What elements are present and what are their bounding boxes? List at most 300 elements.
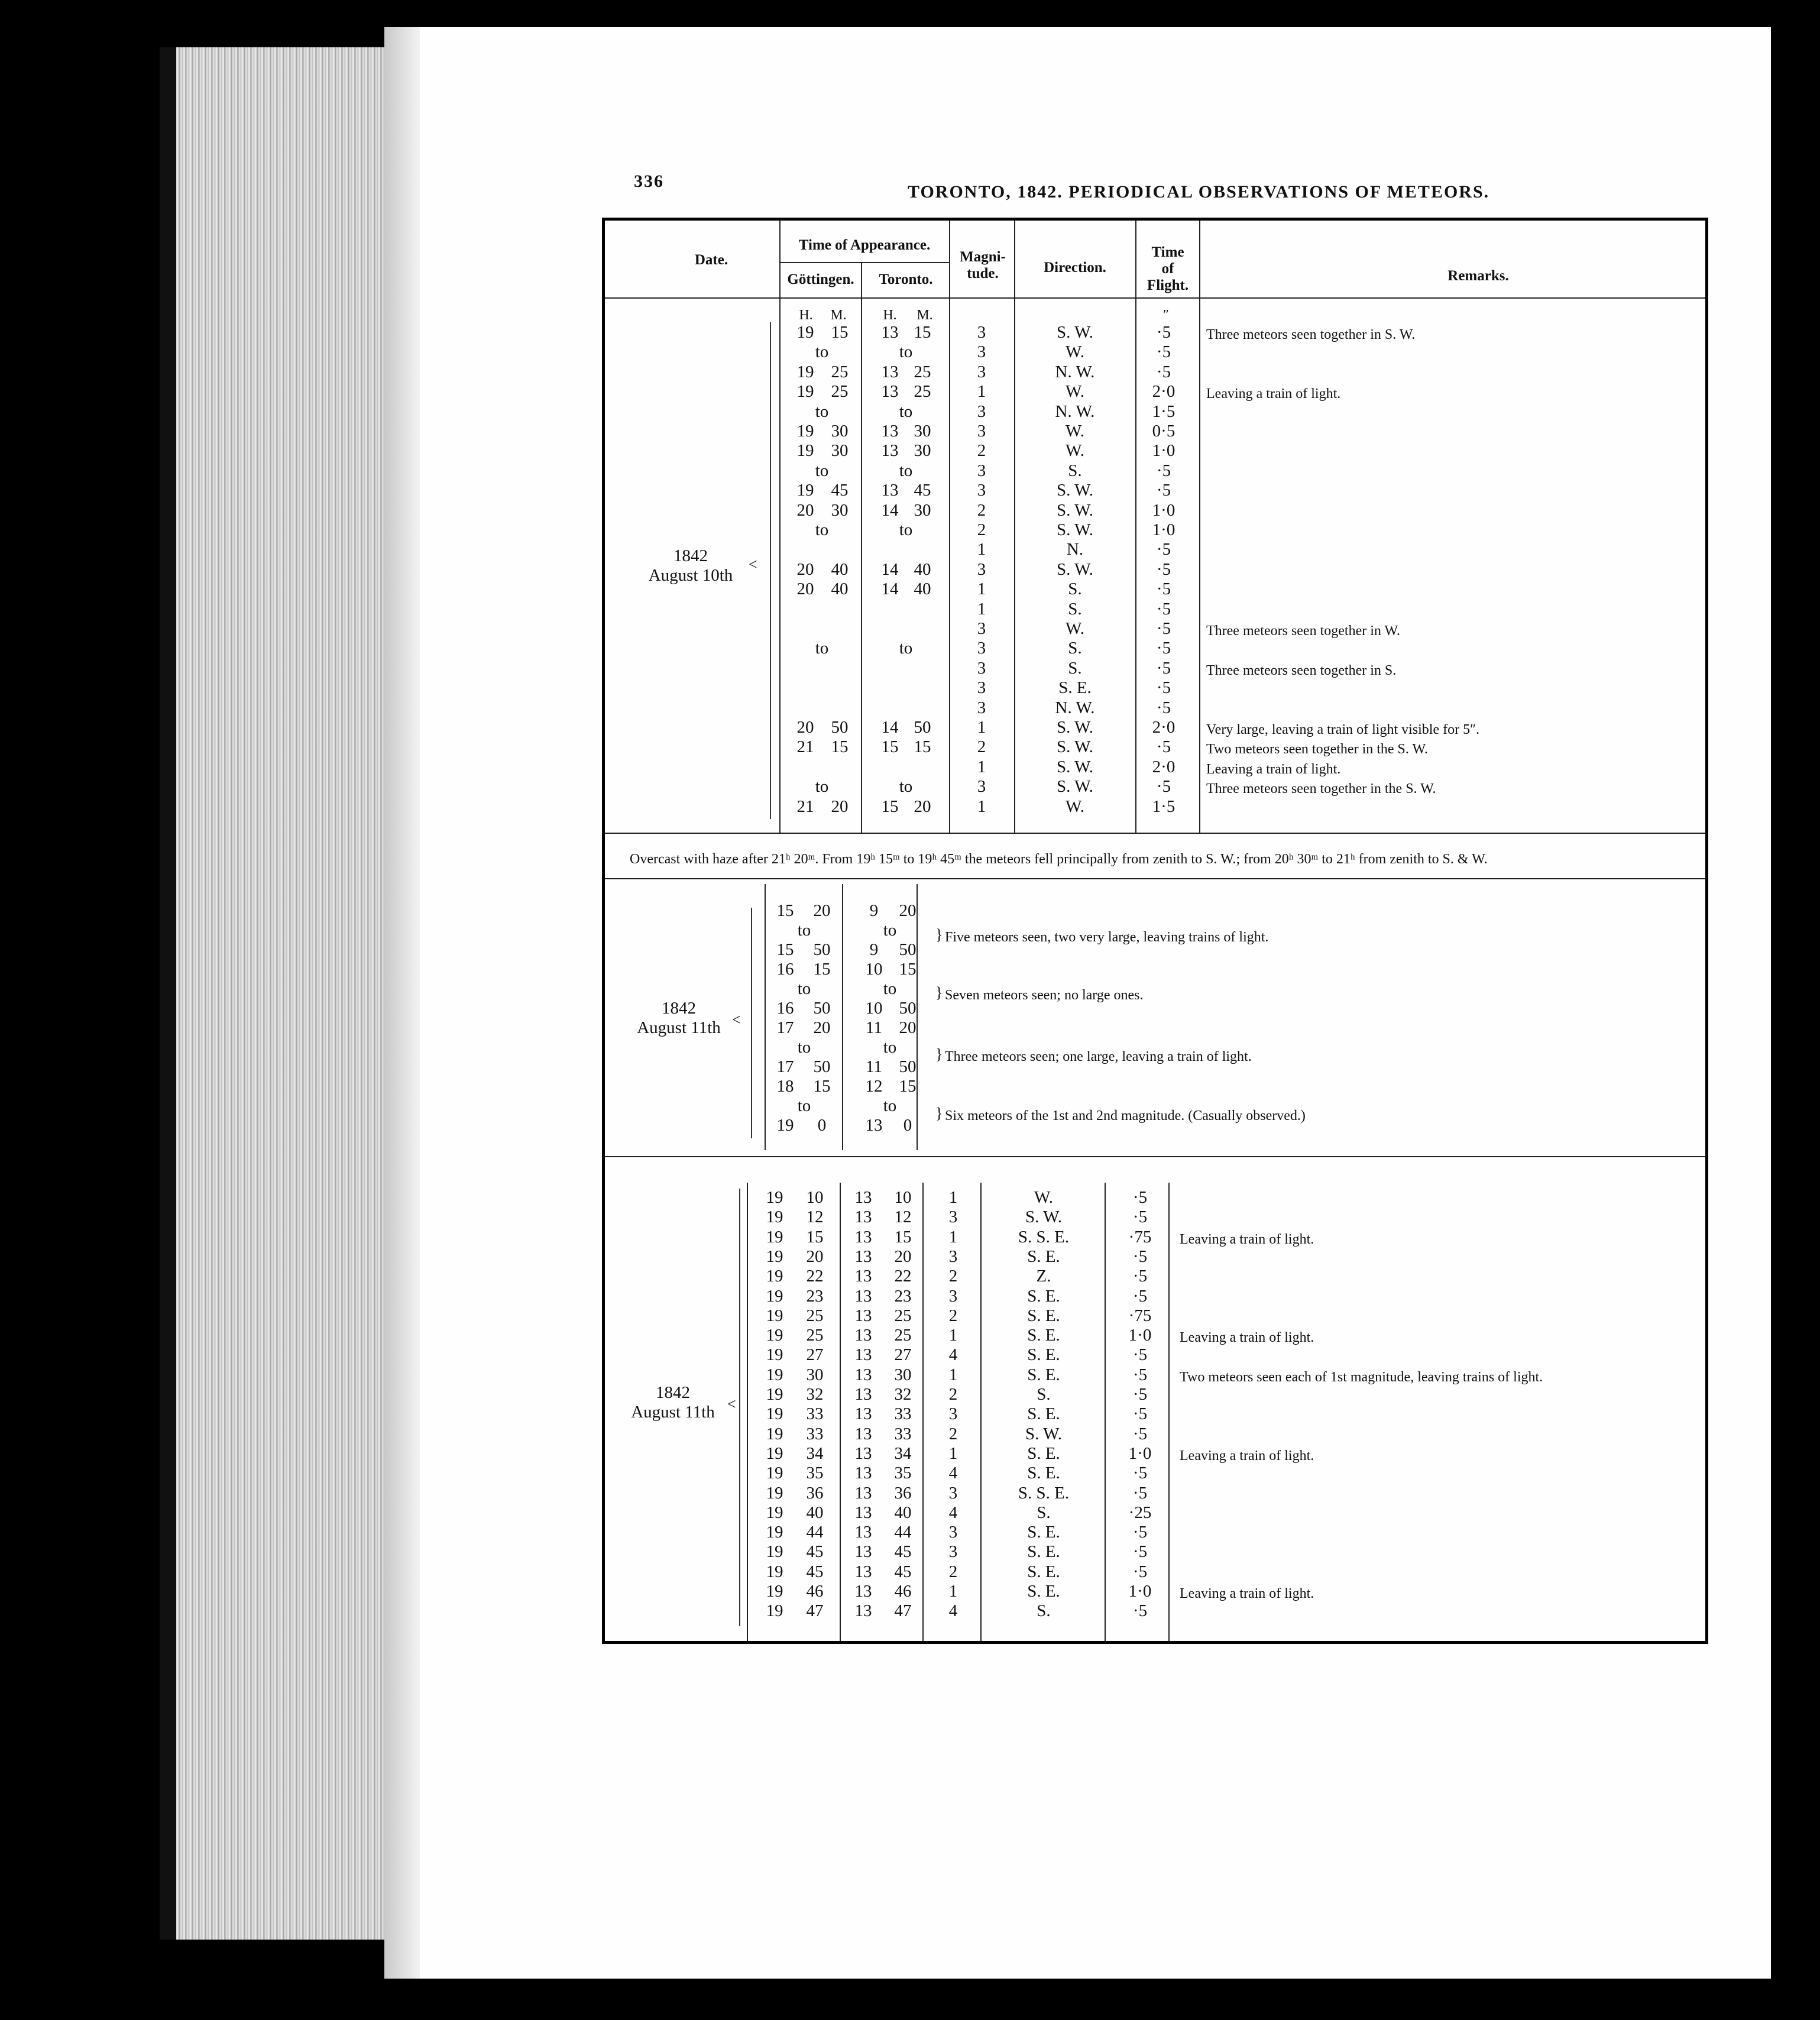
header-magnitude-1: Magni-	[960, 249, 1006, 265]
direction-cell: S. E.	[1027, 1286, 1060, 1306]
toronto-to: to	[883, 979, 897, 998]
gottingen-minute: 32	[806, 1385, 824, 1404]
flight-time-cell: ·5	[1132, 1523, 1148, 1542]
flight-time-cell: 1·5	[1152, 797, 1175, 816]
flight-time-cell: ·5	[1156, 698, 1171, 717]
gottingen-hour: 19	[796, 422, 814, 441]
toronto-hour: 9	[869, 940, 879, 959]
magnitude-cell: 2	[977, 737, 986, 757]
magnitude-cell: 3	[948, 1247, 958, 1266]
toronto-minute: 30	[894, 1365, 912, 1384]
gottingen-to: to	[797, 921, 811, 940]
toronto-minute: 35	[894, 1464, 912, 1483]
toronto-hour: 13	[854, 1424, 872, 1443]
gottingen-minute: 33	[806, 1424, 824, 1443]
direction-cell: S. S. E.	[1018, 1483, 1070, 1503]
brace	[751, 908, 752, 1138]
header-magnitude-2: tude.	[967, 266, 999, 281]
toronto-minute: 33	[894, 1424, 912, 1443]
header-direction: Direction.	[1044, 260, 1106, 276]
book-page-edges	[160, 47, 401, 1940]
gottingen-minute: 20	[813, 1018, 831, 1037]
magnitude-cell: 1	[948, 1443, 958, 1463]
magnitude-cell: 3	[977, 402, 986, 421]
gottingen-minute: 40	[831, 559, 849, 579]
gottingen-hour: 19	[766, 1227, 783, 1247]
gottingen-minute: 15	[831, 737, 849, 757]
unit-seconds: ″	[1163, 307, 1169, 323]
flight-time-cell: ·5	[1156, 737, 1171, 757]
direction-cell: S. W.	[1056, 777, 1094, 797]
direction-cell: W.	[1034, 1188, 1053, 1207]
header-flight-1: Time	[1151, 244, 1184, 260]
flight-time-cell: ·5	[1132, 1601, 1148, 1621]
remark-cell: Three meteors seen together in W.	[1206, 623, 1400, 639]
header-flight-2: of	[1161, 261, 1174, 277]
gottingen-minute: 15	[813, 1077, 831, 1096]
flight-time-cell: 1·5	[1152, 402, 1175, 421]
magnitude-cell: 2	[977, 520, 986, 539]
rule	[779, 221, 781, 833]
toronto-to: to	[899, 520, 913, 539]
gottingen-minute: 22	[806, 1267, 824, 1286]
rule	[765, 884, 766, 1150]
toronto-minute: 34	[894, 1443, 912, 1463]
flight-time-cell: ·5	[1132, 1542, 1148, 1562]
toronto-hour: 13	[854, 1503, 872, 1522]
brace-point: }	[935, 984, 943, 1001]
toronto-minute: 40	[914, 580, 931, 599]
gottingen-minute: 15	[813, 960, 831, 979]
rule	[605, 833, 1705, 834]
gottingen-hour: 19	[766, 1247, 783, 1266]
direction-cell: S. E.	[1027, 1582, 1060, 1601]
flight-time-cell: 1·0	[1152, 441, 1175, 461]
toronto-to: to	[899, 639, 913, 658]
toronto-hour: 15	[881, 737, 899, 757]
magnitude-cell: 2	[948, 1424, 958, 1443]
toronto-hour: 13	[881, 323, 899, 342]
direction-cell: W.	[1066, 422, 1084, 441]
magnitude-cell: 4	[948, 1464, 958, 1483]
gottingen-hour: 19	[766, 1286, 783, 1306]
toronto-hour: 11	[866, 1057, 882, 1076]
toronto-to: to	[899, 777, 913, 797]
header-remarks: Remarks.	[1447, 268, 1509, 284]
gottingen-hour: 20	[796, 580, 814, 599]
remark-cell: Leaving a train of light.	[1180, 1330, 1314, 1346]
running-title: TORONTO, 1842. PERIODICAL OBSERVATIONS OF METEORS.	[908, 182, 1490, 202]
direction-cell: S.	[1068, 639, 1082, 658]
direction-cell: S. W.	[1056, 500, 1094, 520]
flight-time-cell: ·5	[1156, 323, 1171, 342]
toronto-minute: 44	[894, 1523, 912, 1542]
toronto-hour: 13	[854, 1208, 872, 1227]
rule	[842, 884, 843, 1150]
flight-time-cell: ·5	[1156, 461, 1171, 480]
rule	[605, 297, 1705, 299]
gottingen-minute: 44	[806, 1523, 824, 1542]
gottingen-minute: 50	[813, 940, 831, 959]
magnitude-cell: 3	[948, 1483, 958, 1503]
toronto-hour: 13	[854, 1227, 872, 1247]
toronto-hour: 13	[854, 1188, 872, 1207]
flight-time-cell: ·5	[1156, 559, 1171, 579]
gottingen-hour: 17	[776, 1057, 794, 1076]
flight-time-cell: 2·0	[1152, 718, 1175, 737]
flight-time-cell: ·5	[1156, 540, 1171, 559]
direction-cell: N. W.	[1055, 402, 1095, 421]
remark-cell: Two meteors seen each of 1st magnitude, leaving trains of light.	[1180, 1369, 1543, 1385]
gottingen-to: to	[815, 461, 829, 480]
flight-time-cell: ·5	[1132, 1267, 1148, 1286]
flight-time-cell: ·5	[1132, 1247, 1148, 1266]
direction-cell: S.	[1037, 1601, 1051, 1621]
gottingen-minute: 25	[831, 382, 849, 402]
gottingen-hour: 19	[766, 1483, 783, 1503]
header-gottingen: Göttingen.	[787, 271, 854, 287]
flight-time-cell: ·5	[1132, 1208, 1148, 1227]
flight-time-cell: ·5	[1132, 1286, 1148, 1306]
gottingen-hour: 21	[796, 737, 814, 757]
magnitude-cell: 3	[977, 422, 986, 441]
gottingen-minute: 30	[831, 500, 849, 520]
gottingen-minute: 23	[806, 1286, 824, 1306]
brace-point: }	[935, 1105, 943, 1122]
magnitude-cell: 3	[977, 678, 986, 698]
gottingen-minute: 25	[806, 1306, 824, 1325]
magnitude-cell: 3	[977, 342, 986, 362]
direction-cell: S. E.	[1027, 1345, 1060, 1365]
gottingen-hour: 19	[776, 1116, 794, 1135]
gottingen-hour: 19	[766, 1503, 783, 1522]
flight-time-cell: 1·0	[1152, 500, 1175, 520]
gottingen-hour: 19	[766, 1365, 783, 1384]
magnitude-cell: 3	[948, 1523, 958, 1542]
rule	[779, 262, 949, 263]
gottingen-minute: 46	[806, 1582, 824, 1601]
rule	[840, 1183, 841, 1641]
toronto-to: to	[883, 1096, 897, 1115]
toronto-to: to	[899, 402, 913, 421]
direction-cell: N. W.	[1055, 362, 1095, 381]
magnitude-cell: 2	[977, 500, 986, 520]
toronto-hour: 11	[866, 1018, 882, 1037]
toronto-minute: 20	[914, 797, 931, 816]
direction-cell: S. W.	[1056, 737, 1094, 757]
toronto-minute: 50	[899, 999, 917, 1018]
toronto-hour: 13	[854, 1601, 872, 1621]
gottingen-minute: 45	[806, 1562, 824, 1581]
section1-date-day: August 10th	[648, 566, 733, 585]
gottingen-minute: 36	[806, 1483, 824, 1503]
gottingen-minute: 34	[806, 1443, 824, 1463]
remark-cell: Three meteors seen together in S.	[1206, 662, 1397, 678]
gottingen-minute: 27	[806, 1345, 824, 1365]
direction-cell: S. W.	[1056, 520, 1094, 539]
toronto-minute: 30	[914, 441, 931, 461]
toronto-to: to	[899, 461, 913, 480]
direction-cell: S. E.	[1027, 1542, 1060, 1562]
gottingen-minute: 15	[806, 1227, 824, 1247]
toronto-minute: 15	[914, 737, 931, 757]
gottingen-hour: 19	[766, 1188, 783, 1207]
toronto-to: to	[883, 1038, 897, 1057]
flight-time-cell: ·5	[1156, 599, 1171, 619]
toronto-hour: 13	[854, 1582, 872, 1601]
flight-time-cell: 2·0	[1152, 757, 1175, 776]
flight-time-cell: ·5	[1156, 777, 1171, 797]
magnitude-cell: 1	[948, 1582, 958, 1601]
toronto-minute: 36	[894, 1483, 912, 1503]
flight-time-cell: ·25	[1128, 1503, 1152, 1522]
gottingen-hour: 19	[766, 1385, 783, 1404]
magnitude-cell: 1	[948, 1365, 958, 1384]
gottingen-hour: 19	[766, 1208, 783, 1227]
magnitude-cell: 3	[977, 362, 986, 381]
direction-cell: S. E.	[1027, 1306, 1060, 1325]
gottingen-hour: 19	[766, 1582, 783, 1601]
magnitude-cell: 3	[977, 777, 986, 797]
direction-cell: S. E.	[1027, 1326, 1060, 1345]
direction-cell: S. W.	[1025, 1208, 1063, 1227]
toronto-minute: 15	[894, 1227, 912, 1247]
gottingen-hour: 19	[796, 481, 814, 500]
gottingen-to: to	[815, 342, 829, 362]
brace-point: }	[935, 1045, 943, 1063]
direction-cell: S.	[1037, 1503, 1051, 1522]
group-remark: Three meteors seen; one large, leaving a train of light.	[945, 1049, 1252, 1064]
rule	[1135, 221, 1136, 833]
remark-cell: Three meteors seen together in the S. W.	[1206, 781, 1436, 797]
page-gutter-shadow	[384, 27, 420, 1979]
gottingen-minute: 0	[817, 1116, 827, 1135]
toronto-minute: 20	[899, 1018, 917, 1037]
toronto-to: to	[899, 342, 913, 362]
gottingen-hour: 20	[796, 559, 814, 579]
toronto-minute: 50	[914, 718, 931, 737]
remark-cell: Leaving a train of light.	[1180, 1231, 1314, 1247]
toronto-minute: 25	[914, 382, 931, 402]
flight-time-cell: ·5	[1132, 1424, 1148, 1443]
toronto-minute: 12	[894, 1208, 912, 1227]
magnitude-cell: 1	[977, 757, 986, 776]
toronto-hour: 10	[865, 999, 883, 1018]
header-date: Date.	[694, 252, 728, 268]
gottingen-hour: 19	[796, 362, 814, 381]
remark-cell: Two meteors seen together in the S. W.	[1206, 742, 1428, 758]
direction-cell: S.	[1037, 1385, 1051, 1404]
gottingen-minute: 45	[806, 1542, 824, 1562]
flight-time-cell: 1·0	[1152, 520, 1175, 539]
direction-cell: S. E.	[1027, 1365, 1060, 1384]
magnitude-cell: 1	[977, 599, 986, 619]
magnitude-cell: 3	[948, 1208, 958, 1227]
magnitude-cell: 4	[948, 1345, 958, 1365]
direction-cell: S. W.	[1056, 559, 1094, 579]
flight-time-cell: ·5	[1132, 1365, 1148, 1384]
flight-time-cell: ·5	[1132, 1404, 1148, 1424]
toronto-minute: 22	[894, 1267, 912, 1286]
gottingen-minute: 30	[831, 441, 849, 461]
toronto-hour: 14	[881, 718, 899, 737]
toronto-hour: 13	[854, 1542, 872, 1562]
toronto-hour: 13	[854, 1267, 872, 1286]
gottingen-minute: 50	[813, 999, 831, 1018]
gottingen-hour: 15	[776, 901, 794, 920]
gottingen-hour: 19	[766, 1306, 783, 1325]
gottingen-hour: 19	[766, 1601, 783, 1621]
group-remark: Five meteors seen, two very large, leaving trains of light.	[945, 930, 1269, 945]
magnitude-cell: 3	[948, 1404, 958, 1424]
gottingen-minute: 40	[831, 580, 849, 599]
page-number: 336	[634, 171, 664, 191]
gottingen-hour: 20	[796, 718, 814, 737]
magnitude-cell: 3	[977, 481, 986, 500]
direction-cell: W.	[1066, 342, 1084, 362]
flight-time-cell: ·5	[1132, 1562, 1148, 1581]
magnitude-cell: 2	[977, 441, 986, 461]
flight-time-cell: ·5	[1132, 1188, 1148, 1207]
flight-time-cell: ·5	[1132, 1483, 1148, 1503]
gottingen-minute: 50	[813, 1057, 831, 1076]
rule	[980, 1183, 982, 1641]
gottingen-minute: 30	[831, 422, 849, 441]
gottingen-to: to	[815, 520, 829, 539]
direction-cell: N. W.	[1055, 698, 1095, 717]
gottingen-minute: 35	[806, 1464, 824, 1483]
toronto-minute: 30	[914, 500, 931, 520]
toronto-minute: 15	[914, 323, 931, 342]
toronto-minute: 20	[899, 901, 917, 920]
magnitude-cell: 1	[948, 1227, 958, 1247]
direction-cell: S. E.	[1027, 1247, 1060, 1266]
toronto-hour: 13	[854, 1385, 872, 1404]
toronto-hour: 13	[854, 1523, 872, 1542]
direction-cell: S. E.	[1027, 1562, 1060, 1581]
toronto-minute: 25	[894, 1326, 912, 1345]
magnitude-cell: 1	[977, 580, 986, 599]
toronto-hour: 13	[881, 422, 899, 441]
group-remark: Seven meteors seen; no large ones.	[945, 988, 1144, 1003]
toronto-hour: 14	[881, 559, 899, 579]
remark-cell: Leaving a train of light.	[1206, 386, 1341, 402]
toronto-minute: 0	[903, 1116, 912, 1135]
toronto-hour: 15	[881, 797, 899, 816]
gottingen-to: to	[815, 777, 829, 797]
magnitude-cell: 4	[948, 1601, 958, 1621]
direction-cell: W.	[1066, 382, 1084, 402]
gottingen-hour: 16	[776, 960, 794, 979]
gottingen-hour: 19	[766, 1562, 783, 1581]
toronto-minute: 23	[894, 1286, 912, 1306]
gottingen-hour: 15	[776, 940, 794, 959]
gottingen-hour: 19	[766, 1464, 783, 1483]
flight-time-cell: ·5	[1156, 580, 1171, 599]
gottingen-hour: 19	[766, 1443, 783, 1463]
rule	[861, 263, 862, 833]
direction-cell: S. W.	[1056, 718, 1094, 737]
toronto-hour: 10	[865, 960, 883, 979]
unit-hours: H.	[883, 307, 897, 323]
gottingen-hour: 19	[796, 382, 814, 402]
gottingen-to: to	[797, 979, 811, 998]
rule	[1168, 1183, 1170, 1641]
magnitude-cell: 1	[977, 540, 986, 559]
toronto-to: to	[883, 921, 897, 940]
direction-cell: S. E.	[1027, 1443, 1060, 1463]
unit-minutes: M.	[830, 307, 847, 323]
header-toronto: Toronto.	[879, 271, 933, 287]
direction-cell: S. E.	[1058, 678, 1092, 698]
rule	[1199, 221, 1200, 833]
toronto-minute: 10	[894, 1188, 912, 1207]
gottingen-hour: 19	[796, 441, 814, 461]
magnitude-cell: 3	[977, 619, 986, 638]
brace-point: <	[749, 556, 757, 573]
section2-date-day: August 11th	[637, 1018, 721, 1037]
magnitude-cell: 1	[977, 382, 986, 402]
toronto-minute: 30	[914, 422, 931, 441]
toronto-minute: 45	[894, 1542, 912, 1562]
toronto-hour: 13	[854, 1365, 872, 1384]
rule	[917, 884, 918, 1150]
toronto-minute: 50	[899, 940, 917, 959]
gottingen-hour: 19	[766, 1404, 783, 1424]
flight-time-cell: 2·0	[1152, 382, 1175, 402]
flight-time-cell: ·75	[1128, 1227, 1152, 1247]
gottingen-hour: 19	[766, 1424, 783, 1443]
direction-cell: S.	[1068, 658, 1082, 678]
gottingen-hour: 19	[766, 1542, 783, 1562]
toronto-hour: 13	[881, 481, 899, 500]
toronto-hour: 14	[881, 500, 899, 520]
toronto-hour: 14	[881, 580, 899, 599]
flight-time-cell: 0·5	[1152, 422, 1175, 441]
magnitude-cell: 2	[948, 1267, 958, 1286]
remark-cell: Leaving a train of light.	[1180, 1448, 1314, 1464]
magnitude-cell: 4	[948, 1503, 958, 1522]
direction-cell: N.	[1066, 540, 1084, 559]
rule	[1014, 221, 1015, 833]
flight-time-cell: ·5	[1156, 619, 1171, 638]
direction-cell: S. S. E.	[1018, 1227, 1070, 1247]
toronto-minute: 40	[894, 1503, 912, 1522]
gottingen-minute: 33	[806, 1404, 824, 1424]
flight-time-cell: 1·0	[1128, 1326, 1152, 1345]
gottingen-minute: 50	[831, 718, 849, 737]
direction-cell: S. E.	[1027, 1464, 1060, 1483]
magnitude-cell: 1	[948, 1188, 958, 1207]
toronto-hour: 13	[854, 1306, 872, 1325]
toronto-hour: 12	[865, 1077, 883, 1096]
toronto-minute: 27	[894, 1345, 912, 1365]
direction-cell: S. W.	[1056, 323, 1094, 342]
toronto-hour: 13	[854, 1483, 872, 1503]
toronto-hour: 13	[854, 1464, 872, 1483]
magnitude-cell: 3	[948, 1286, 958, 1306]
remark-cell: Three meteors seen together in S. W.	[1206, 327, 1416, 342]
gottingen-to: to	[797, 1096, 811, 1115]
toronto-minute: 32	[894, 1385, 912, 1404]
brace-point: }	[935, 926, 943, 943]
gottingen-hour: 18	[776, 1077, 794, 1096]
flight-time-cell: ·5	[1156, 639, 1171, 658]
gottingen-minute: 20	[813, 901, 831, 920]
magnitude-cell: 3	[977, 461, 986, 480]
direction-cell: Z.	[1036, 1267, 1051, 1286]
gottingen-minute: 45	[831, 481, 849, 500]
